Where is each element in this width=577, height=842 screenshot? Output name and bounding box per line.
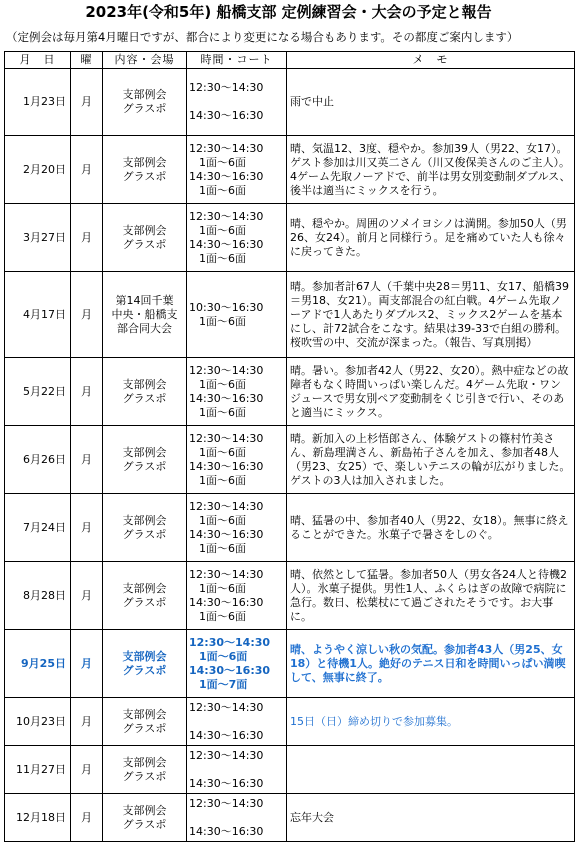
row-time: 12:30～14:30 1面～6面 14:30～16:30 1面～6面 bbox=[187, 426, 287, 494]
row-place: 支部例会 グラスポ bbox=[103, 426, 187, 494]
row-date: 10月23日 bbox=[5, 698, 71, 746]
header-date: 月 日 bbox=[5, 52, 71, 69]
page-subtitle: （定例会は毎月第4月曜日ですが、都合により変更になる場合もあります。その都度ご案内します） bbox=[6, 30, 519, 44]
row-date: 3月27日 bbox=[5, 204, 71, 272]
row-day: 月 bbox=[71, 426, 103, 494]
row-day: 月 bbox=[71, 69, 103, 136]
row-memo: 雨で中止 bbox=[287, 69, 575, 136]
row-time: 12:30～14:30 14:30～16:30 bbox=[187, 746, 287, 794]
table-row bbox=[5, 746, 575, 794]
table-row bbox=[5, 272, 575, 358]
row-memo: 晴、依然として猛暑。参加者50人（男女各24人と待機2人）。氷菓子提供。男性1人、ふくらはぎの故障で病院に急行。数日、松葉杖にて過ごされたそうです。お大事に。 bbox=[287, 562, 575, 630]
row-time: 12:30～14:30 1面～6面 14:30～16:30 1面～7面 bbox=[187, 630, 287, 698]
row-date: 2月20日 bbox=[5, 136, 71, 204]
row-memo: 晴、穏やか。周囲のソメイヨシノは満開。参加50人（男26、女24）。前月と同様行う。足を痛めていた人も徐々に戻ってきた。 bbox=[287, 204, 575, 272]
row-date: 1月23日 bbox=[5, 69, 71, 136]
row-memo: 忘年大会 bbox=[287, 794, 575, 842]
header-memo: メ モ bbox=[287, 52, 575, 69]
row-place: 支部例会 グラスポ bbox=[103, 69, 187, 136]
row-date: 9月25日 bbox=[5, 630, 71, 698]
page-title: 2023年(令和5年) 船橋支部 定例練習会・大会の予定と報告 bbox=[85, 3, 492, 21]
row-date: 7月24日 bbox=[5, 494, 71, 562]
table-row bbox=[5, 794, 575, 842]
row-day: 月 bbox=[71, 746, 103, 794]
row-time: 12:30～14:30 1面～6面 14:30～16:30 1面～6面 bbox=[187, 562, 287, 630]
row-memo: 晴、猛暑の中、参加者40人（男22、女18）。無事に終えることができた。氷菓子で暑さをしのぐ。 bbox=[287, 494, 575, 562]
row-day: 月 bbox=[71, 698, 103, 746]
row-date: 6月26日 bbox=[5, 426, 71, 494]
row-day: 月 bbox=[71, 204, 103, 272]
table-row bbox=[5, 426, 575, 494]
row-place: 支部例会 グラスポ bbox=[103, 204, 187, 272]
table-row-highlighted bbox=[5, 630, 575, 698]
table-row bbox=[5, 358, 575, 426]
table-row bbox=[5, 136, 575, 204]
row-date: 4月17日 bbox=[5, 272, 71, 358]
row-time: 12:30～14:30 14:30～16:30 bbox=[187, 698, 287, 746]
table-row bbox=[5, 494, 575, 562]
row-place: 支部例会 グラスポ bbox=[103, 794, 187, 842]
table-row bbox=[5, 562, 575, 630]
row-place: 支部例会 グラスポ bbox=[103, 630, 187, 698]
table-row bbox=[5, 69, 575, 136]
table-row bbox=[5, 698, 575, 746]
header-day: 曜 bbox=[71, 52, 103, 69]
header-place: 内容・会場 bbox=[103, 52, 187, 69]
row-day: 月 bbox=[71, 630, 103, 698]
row-place: 支部例会 グラスポ bbox=[103, 136, 187, 204]
row-day: 月 bbox=[71, 136, 103, 204]
row-day: 月 bbox=[71, 794, 103, 842]
row-date: 8月28日 bbox=[5, 562, 71, 630]
row-day: 月 bbox=[71, 358, 103, 426]
row-memo: 晴。参加者計67人（千葉中央28＝男11、女17、船橋39＝男18、女21）。両支部混合の紅白戦。4ゲーム先取ノーアドで1人あたりダブルス2、ミックス2ゲームを基本にし、計72試合をこなす。結果は39-33で白組の勝利。桜吹雪の中、交流が深まった。（報告、写真別掲） bbox=[287, 272, 575, 358]
row-time: 12:30～14:30 14:30～16:30 bbox=[187, 69, 287, 136]
row-place: 支部例会 グラスポ bbox=[103, 494, 187, 562]
row-time: 12:30～14:30 1面～6面 14:30～16:30 1面～6面 bbox=[187, 136, 287, 204]
schedule-body bbox=[5, 69, 575, 842]
row-time: 12:30～14:30 14:30～16:30 bbox=[187, 794, 287, 842]
row-place: 支部例会 グラスポ bbox=[103, 358, 187, 426]
row-memo: 晴、ようやく涼しい秋の気配。参加者43人（男25、女18）と待機1人。絶好のテニス日和を時間いっぱい満喫して、無事に終了。 bbox=[287, 630, 575, 698]
row-place: 第14回千葉 中央・船橋支 部合同大会 bbox=[103, 272, 187, 358]
table-row bbox=[5, 204, 575, 272]
header-time: 時間・コート bbox=[187, 52, 287, 69]
row-memo: 晴、気温12、3度、穏やか。参加39人（男22、女17）。ゲスト参加は川又英二さん（川又俊保美さんのご主人）。4ゲーム先取ノーアドで、前半は男女別変動制ダブルス、後半は適当にミックスを行う。 bbox=[287, 136, 575, 204]
row-time: 12:30～14:30 1面～6面 14:30～16:30 1面～6面 bbox=[187, 358, 287, 426]
row-memo: 15日（日）締め切りで参加募集。 bbox=[287, 698, 575, 746]
row-place: 支部例会 グラスポ bbox=[103, 746, 187, 794]
row-memo: 晴。暑い。参加者42人（男22、女20）。熱中症などの故障者もなく時間いっぱい楽しんだ。4ゲーム先取・ワンジュースで男女別ペア変動制をくじ引きで行い、そのあと適当にミックス。 bbox=[287, 358, 575, 426]
row-memo: 晴。新加入の上杉悟郎さん、体験ゲストの篠村竹美さん、新島理満さん、新島祐子さんを加え、参加者48人（男23、女25）で、楽しいテニスの輪が広がりました。ゲストの3人は加入されました。 bbox=[287, 426, 575, 494]
row-time: 10:30～16:30 1面～6面 bbox=[187, 272, 287, 358]
row-place: 支部例会 グラスポ bbox=[103, 698, 187, 746]
row-place: 支部例会 グラスポ bbox=[103, 562, 187, 630]
row-day: 月 bbox=[71, 562, 103, 630]
table-header-row bbox=[5, 52, 575, 69]
row-memo bbox=[287, 746, 575, 794]
row-time: 12:30～14:30 1面～6面 14:30～16:30 1面～6面 bbox=[187, 204, 287, 272]
row-date: 5月22日 bbox=[5, 358, 71, 426]
row-day: 月 bbox=[71, 272, 103, 358]
row-time: 12:30～14:30 1面～6面 14:30～16:30 1面～6面 bbox=[187, 494, 287, 562]
row-date: 11月27日 bbox=[5, 746, 71, 794]
schedule-table bbox=[4, 51, 575, 842]
row-date: 12月18日 bbox=[5, 794, 71, 842]
row-day: 月 bbox=[71, 494, 103, 562]
